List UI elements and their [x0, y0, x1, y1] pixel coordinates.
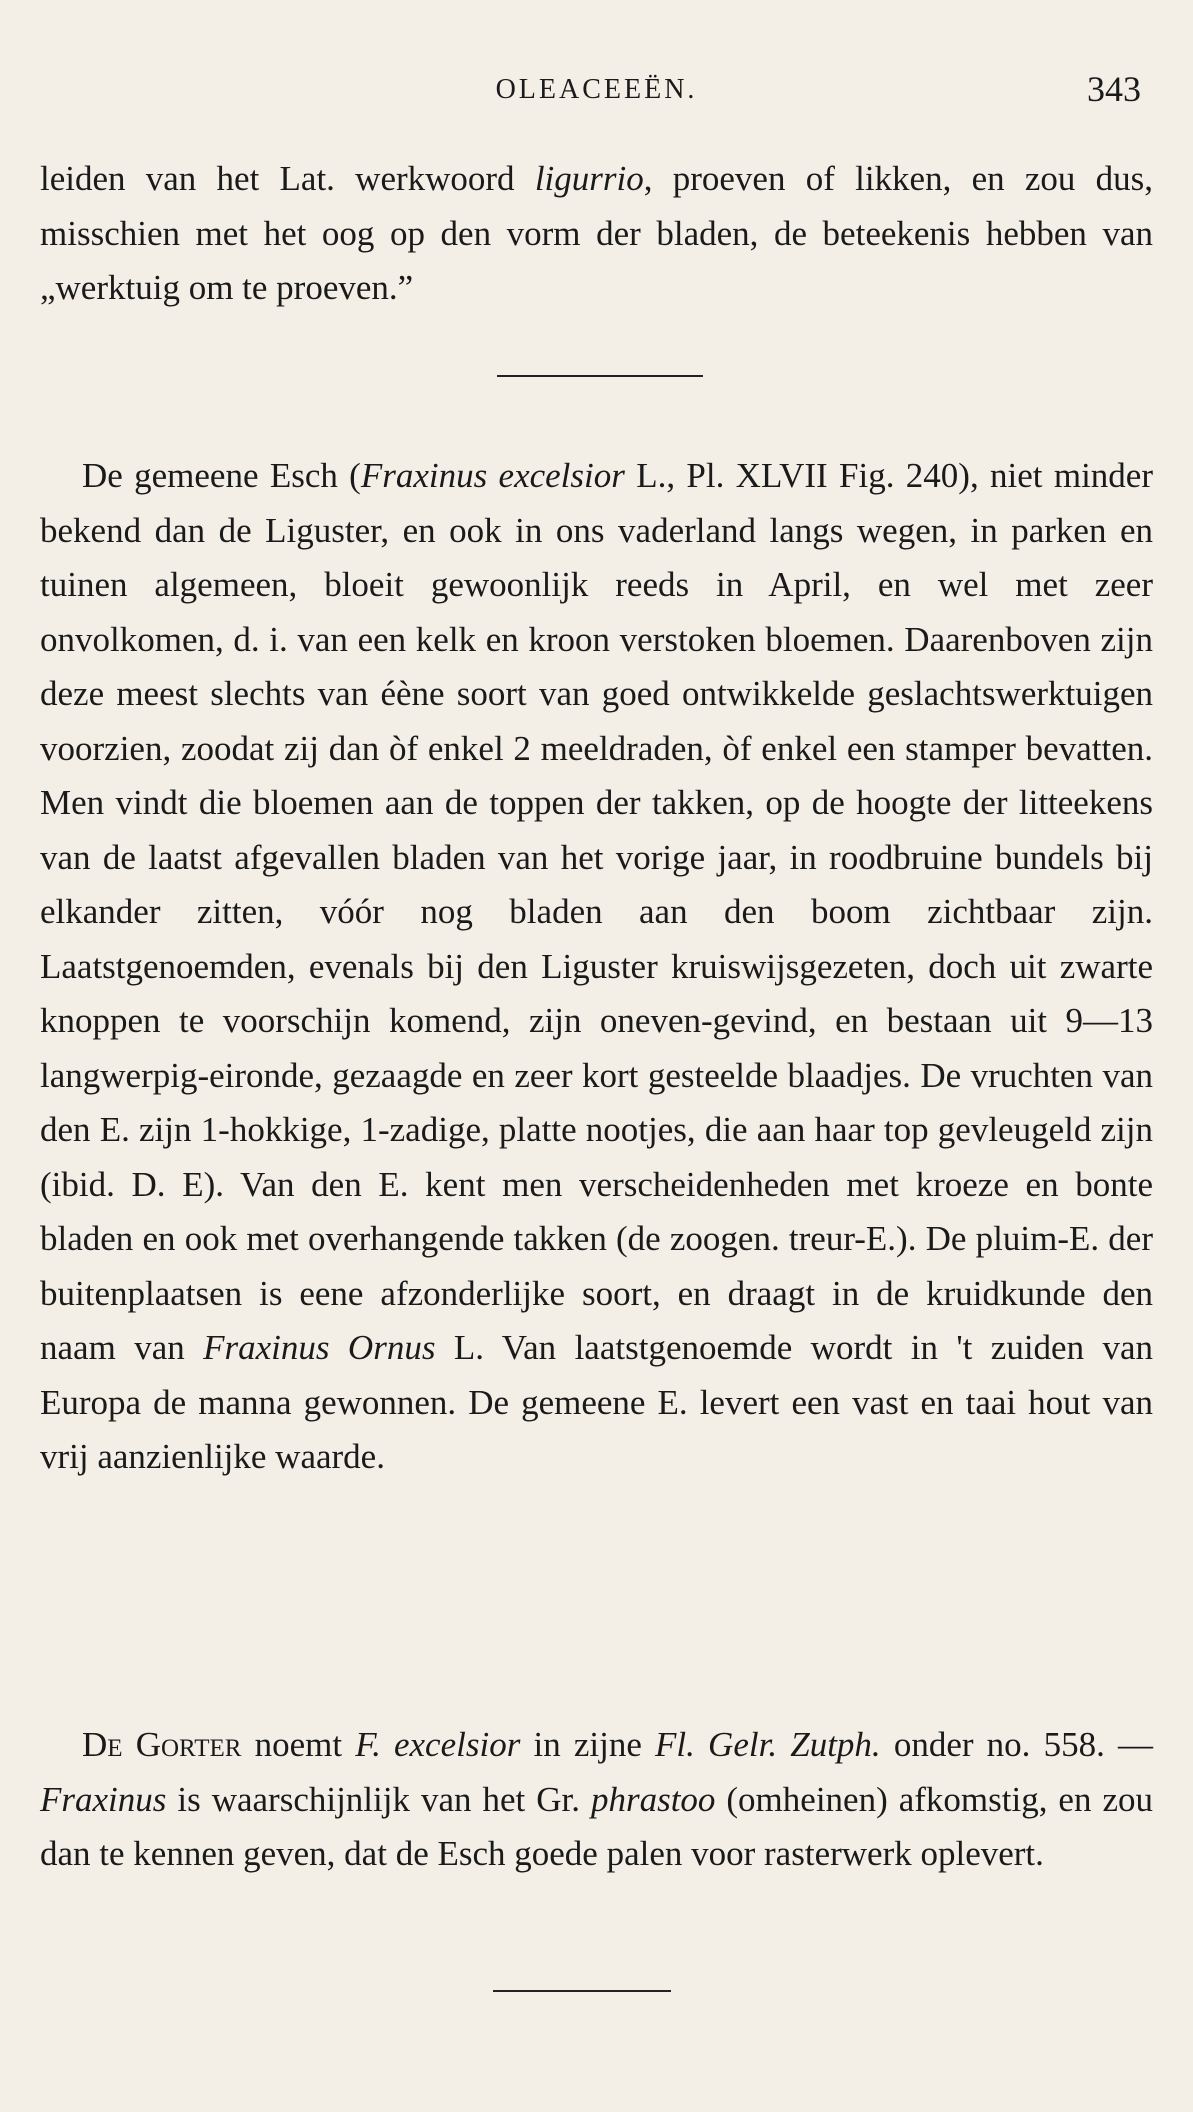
paragraph-1: leiden van het Lat. werkwoord ligurrio, proeven of likken, en zou dus, misschien met het oog op den vorm der bladen, de beteekenis hebben van „werktuig om te proeven.” — [40, 159, 1153, 307]
paragraph-2: De gemeene Esch (Fraxinus excelsior L., Pl. XLVII Fig. 240), niet minder bekend dan de Liguster, en ook in ons vaderland langs wegen, in parken en tuinen algemeen, bloeit gewoonlijk reeds in April, en wel met zeer onvolkomen, d. i. van een kelk en kroon verstoken bloemen. Daarenboven zijn deze meest slechts van éène soort van goed ontwikkelde geslachtswerktuigen voorzien, zoodat zij dan òf enkel 2 meeldraden, òf enkel een stamper bevatten. Men vindt die bloemen aan de toppen der takken, op de hoogte der litteekens van de laatst afgevallen bladen van het vorige jaar, in roodbruine bundels bij elkander zitten, vóór nog bladen aan den boom zichtbaar zijn. Laatstgenoemden, evenals bij den Liguster kruiswijsgezeten, doch uit zwarte knoppen te voorschijn komend, zijn oneven-gevind, en bestaan uit 9—13 langwerpig-eironde, gezaagde en zeer kort gesteelde blaadjes. De vruchten van den E. zijn 1-hokkige, 1-zadige, platte nootjes, die aan haar top gevleugeld zijn (ibid. D. E). Van den E. kent men verscheidenheden met kroeze en bonte bladen en ook met overhangende takken (de zoogen. treur-E.). De pluim-E. der buitenplaatsen is eene afzonderlijke soort, en draagt in de kruidkunde den naam van Fraxinus Ornus L. Van laatstgenoemde wordt in 't zuiden van Europa de manna gewonnen. De gemeene E. levert een vast en taai hout van vrij aanzienlijke waarde. — [40, 456, 1154, 1476]
page-header — [40, 69, 1153, 114]
page-number: 343 — [1087, 69, 1141, 109]
section-divider — [497, 375, 703, 377]
paragraph-3: De Gorter noemt F. excelsior in zijne Fl. Gelr. Zutph. onder no. 558. — Fraxinus is waarschijnlijk van het Gr. phrastoo (omheinen) afkomstig, en zou dan te kennen geven, dat de Esch goede palen voor rasterwerk oplevert. — [40, 1725, 1153, 1873]
author-name: De Gorter — [82, 1725, 242, 1764]
running-head: OLEACEEËN. — [495, 74, 698, 105]
end-divider — [493, 1990, 671, 1992]
